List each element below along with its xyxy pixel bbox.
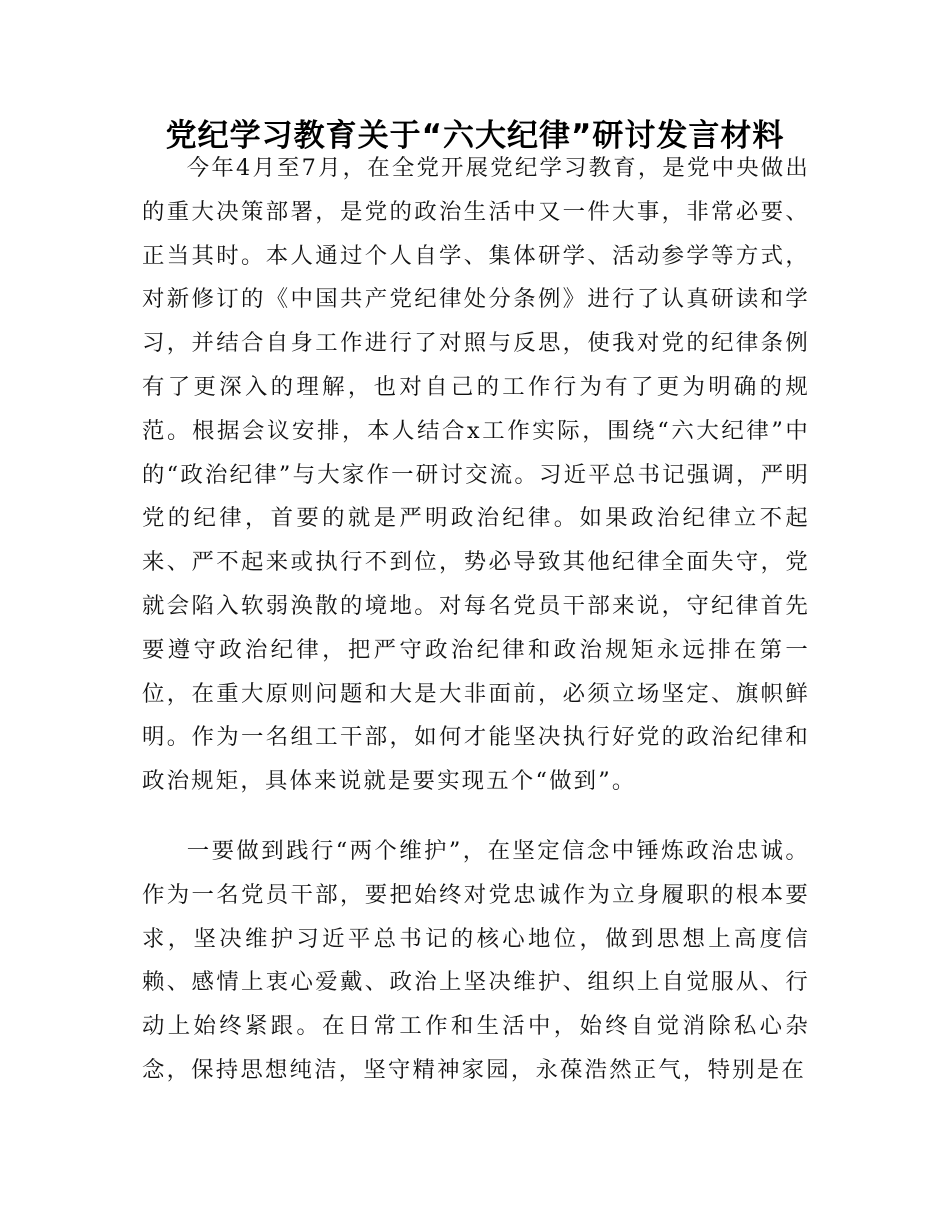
document-title: 党纪学习教育关于“六大纪律”研讨发言材料 [165, 118, 785, 154]
paragraph-point-one: 一要做到践行“两个维护”，在坚定信念中锤炼政治忠诚。作为一名党员干部，要把始终对党忠诚作为立身履职的根本要求，坚决维护习近平总书记的核心地位，做到思想上高度信赖、感情上衷心爱戴、政治上坚决维护、组织上自觉服从、行动上始终紧跟。在日常工作和生活中，始终自觉消除私心杂念，保持思想纯洁，坚守精神家园，永葆浩然正气，特别是在 [142, 838, 810, 1083]
paragraph-intro: 今年4月至7月，在全党开展党纪学习教育，是党中央做出的重大决策部署，是党的政治生活中又一件大事，非常必要、正当其时。本人通过个人自学、集体研学、活动参学等方式，对新修订的《中国共产党纪律处分条例》进行了认真研读和学习，并结合自身工作进行了对照与反思，使我对党的纪律条例有了更深入的理解，也对自己的工作行为有了更为明确的规范。根据会议安排，本人结合x工作实际，围绕“六大纪律”中的“政治纪律”与大家作一研讨交流。习近平总书记强调，严明党的纪律，首要的就是严明政治纪律。如果政治纪律立不起来、严不起来或执行不到位，势必导致其他纪律全面失守，党就会陷入软弱涣散的境地。对每名党员干部来说，守纪律首先要遵守政治纪律，把严守政治纪律和政治规矩永远排在第一位，在重大原则问题和大是大非面前，必须立场坚定、旗帜鲜明。作为一名组工干部，如何才能坚决执行好党的政治纪律和政治规矩，具体来说就是要实现五个“做到”。 [142, 155, 810, 795]
